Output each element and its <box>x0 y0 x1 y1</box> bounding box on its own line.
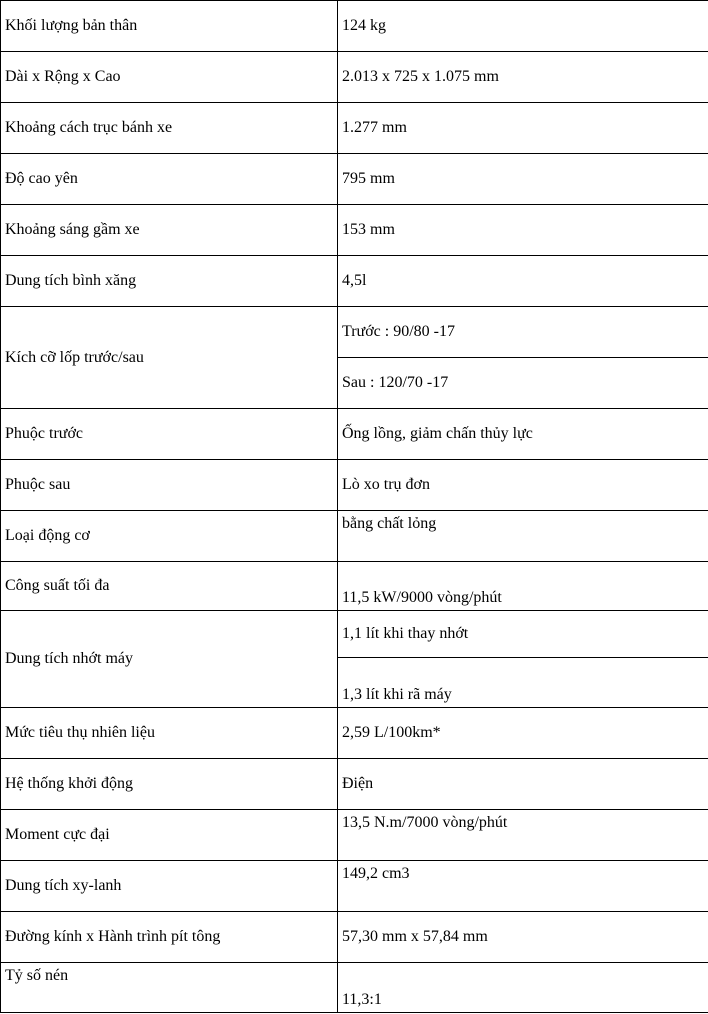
spec-value: Ống lồng, giảm chấn thủy lực <box>338 409 708 460</box>
table-row <box>1 708 708 759</box>
table-row <box>1 611 708 658</box>
spec-value: 2,59 L/100km* <box>338 708 708 759</box>
table-row <box>1 562 708 611</box>
spec-value: 2.013 x 725 x 1.075 mm <box>338 52 708 103</box>
spec-label: Khối lượng bản thân <box>1 1 338 52</box>
spec-label: Công suất tối đa <box>1 562 338 611</box>
table-row <box>1 963 708 1013</box>
spec-label: Phuộc sau <box>1 460 338 511</box>
table-row <box>1 1 708 52</box>
table-row <box>1 861 708 912</box>
spec-label: Hệ thống khởi động <box>1 759 338 810</box>
spec-value: 124 kg <box>338 1 708 52</box>
table-row <box>1 511 708 562</box>
spec-label: Khoảng sáng gầm xe <box>1 205 338 256</box>
table-row <box>1 154 708 205</box>
spec-label: Dung tích xy-lanh <box>1 861 338 912</box>
table-row <box>1 103 708 154</box>
spec-value: 11,3:1 <box>338 963 708 1013</box>
spec-label: Khoảng cách trục bánh xe <box>1 103 338 154</box>
spec-value: 1,1 lít khi thay nhớt <box>338 611 708 658</box>
spec-value: Sau : 120/70 -17 <box>338 358 708 409</box>
spec-value: 1.277 mm <box>338 103 708 154</box>
spec-label: Phuộc trước <box>1 409 338 460</box>
spec-label: Loại động cơ <box>1 511 338 562</box>
spec-value: 4,5l <box>338 256 708 307</box>
spec-value: 795 mm <box>338 154 708 205</box>
spec-value: 1,3 lít khi rã máy <box>338 658 708 708</box>
spec-value: 13,5 N.m/7000 vòng/phút <box>338 810 708 861</box>
spec-value: Lò xo trụ đơn <box>338 460 708 511</box>
table-row <box>1 307 708 358</box>
table-row <box>1 460 708 511</box>
table-row <box>1 912 708 963</box>
table-row <box>1 409 708 460</box>
table-row <box>1 52 708 103</box>
spec-label: Dung tích bình xăng <box>1 256 338 307</box>
spec-label: Đường kính x Hành trình pít tông <box>1 912 338 963</box>
spec-label: Độ cao yên <box>1 154 338 205</box>
spec-label: Dung tích nhớt máy <box>1 611 338 708</box>
spec-label: Kích cỡ lốp trước/sau <box>1 307 338 409</box>
spec-value: bằng chất lỏng <box>338 511 708 562</box>
spec-value: 11,5 kW/9000 vòng/phút <box>338 562 708 611</box>
table-row <box>1 810 708 861</box>
spec-label: Moment cực đại <box>1 810 338 861</box>
table-row <box>1 205 708 256</box>
spec-label: Mức tiêu thụ nhiên liệu <box>1 708 338 759</box>
spec-label: Dài x Rộng x Cao <box>1 52 338 103</box>
table-row <box>1 256 708 307</box>
spec-value: Điện <box>338 759 708 810</box>
spec-value: Trước : 90/80 -17 <box>338 307 708 358</box>
spec-value: 57,30 mm x 57,84 mm <box>338 912 708 963</box>
table-row <box>1 759 708 810</box>
spec-value: 149,2 cm3 <box>338 861 708 912</box>
spec-label: Tỷ số nén <box>1 963 338 1013</box>
spec-value: 153 mm <box>338 205 708 256</box>
